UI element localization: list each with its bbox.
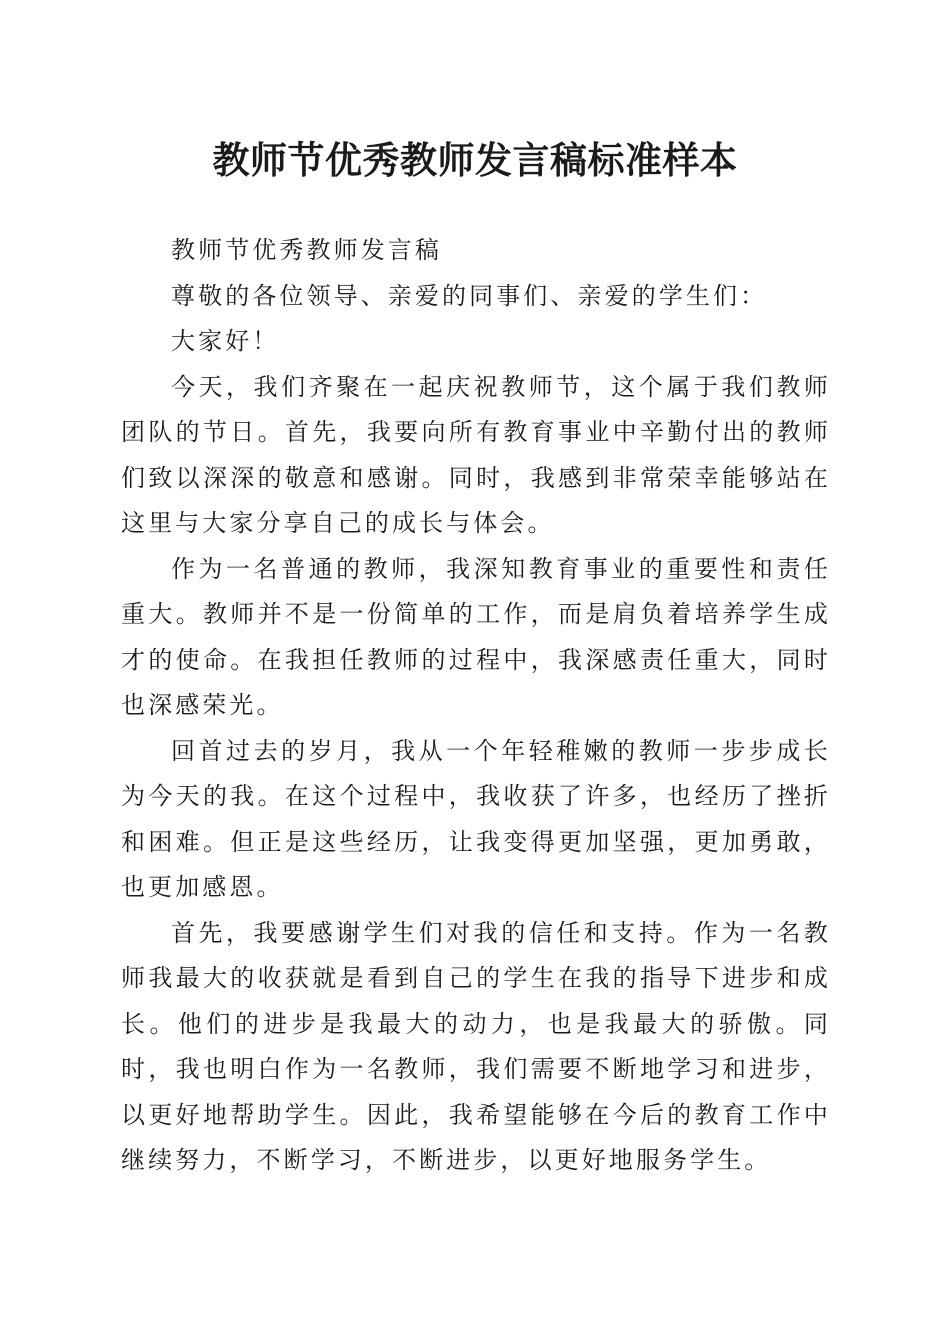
document-title: 教师节优秀教师发言稿标准样本	[212, 138, 738, 182]
greeting: 大家好！	[171, 327, 280, 355]
paragraph-responsibility: 作为一名普通的教师，我深知教育事业的重要性和责任重大。教师并不是一份简单的工作，而是肩负着培养学生成才的使命。在我担任教师的过程中，我深感责任重大，同时也深感荣光。	[121, 554, 831, 719]
paragraph-gratitude: 首先，我要感谢学生们对我的信任和支持。作为一名教师我最大的收获就是看到自己的学生在我的指导下进步和成长。他们的进步是我最大的动力，也是我最大的骄傲。同时，我也明白作为一名教师，我们需要不断地学习和进步，以更好地帮助学生。因此，我希望能够在今后的教育工作中继续努力，不断学习，不断进步，以更好地服务学生。	[121, 918, 831, 1174]
paragraph-intro: 今天，我们齐聚在一起庆祝教师节，这个属于我们教师团队的节日。首先，我要向所有教育事业中辛勤付出的教师们致以深深的敬意和感谢。同时，我感到非常荣幸能够站在这里与大家分享自己的成长与体会。	[121, 372, 831, 537]
salutation: 尊敬的各位领导、亲爱的同事们、亲爱的学生们：	[171, 281, 768, 310]
document-body	[121, 228, 831, 1184]
paragraph-growth: 回首过去的岁月，我从一个年轻稚嫩的教师一步步成长为今天的我。在这个过程中，我收获了许多，也经历了挫折和困难。但正是这些经历，让我变得更加坚强，更加勇敢，也更加感恩。	[121, 736, 831, 901]
speech-heading: 教师节优秀教师发言稿	[171, 236, 442, 264]
